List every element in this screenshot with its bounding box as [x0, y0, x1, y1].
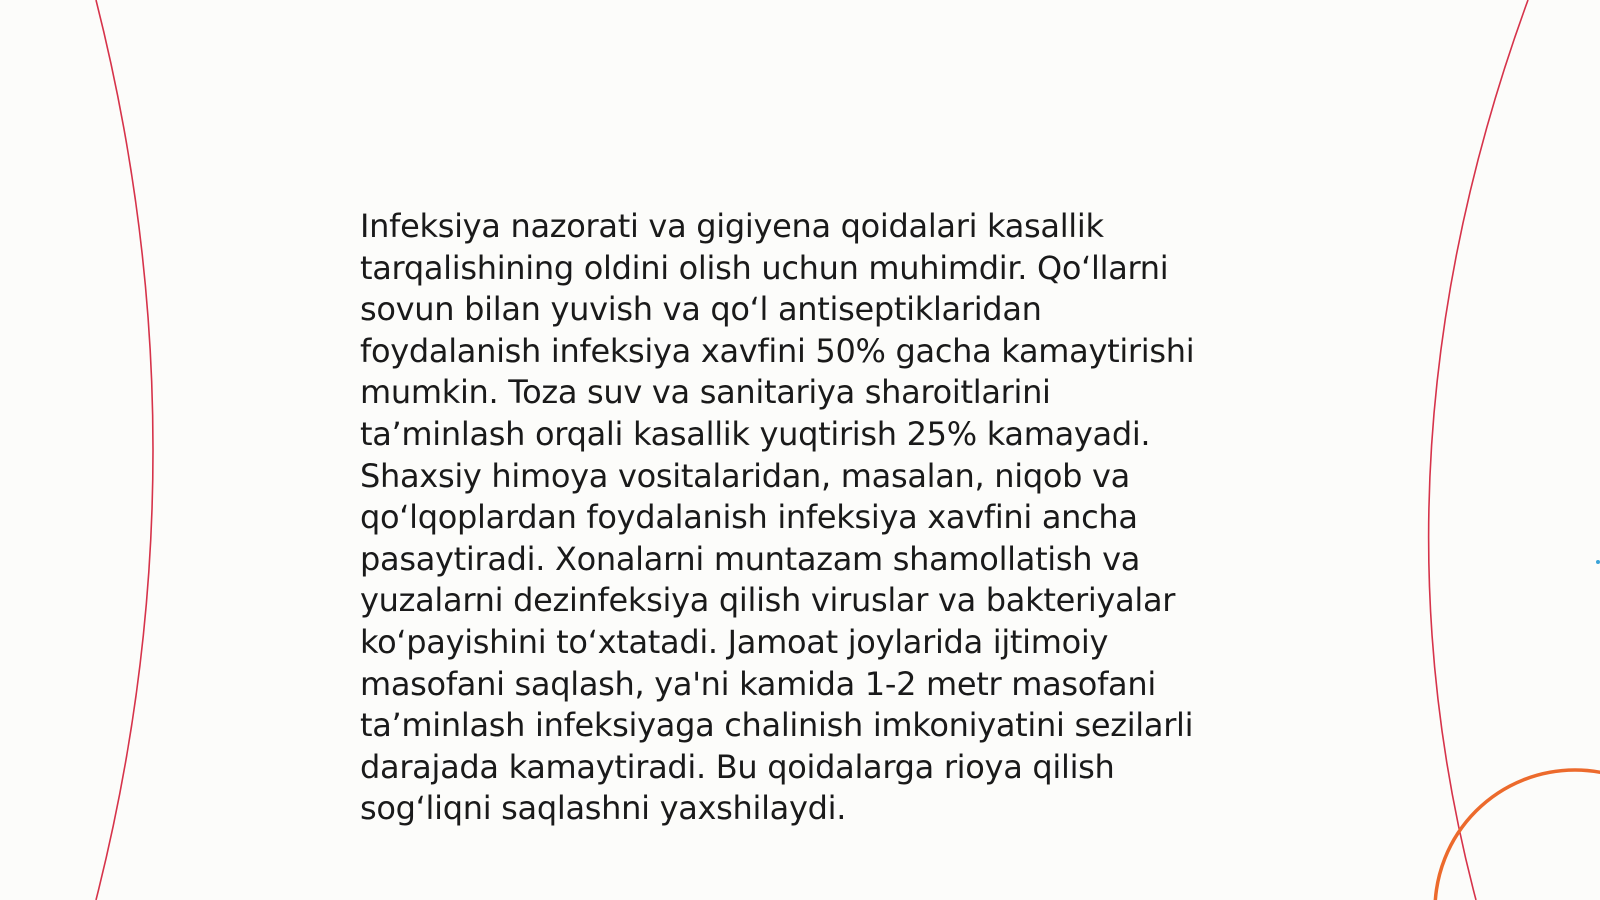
slide-body-text: Infeksiya nazorati va gigiyena qoidalari kasallik tarqalishining oldini olish uchun muhimdir. Qo‘llarni sovun bilan yuvish va qo‘l antiseptiklaridan foydalanish infeksiya xavfini 50% gacha kamaytirishi mumkin. Toza suv va sanitariya sharoitlarini ta’minlash orqali kasallik yuqtirish 25% kamayadi. Shaxsiy himoya vositalaridan, masalan, niqob va qo‘lqoplardan foydalanish infeksiya xavfini ancha pasaytiradi. Xonalarni muntazam shamollatish va yuzalarni dezinfeksiya qilish viruslar va bakteriyalar ko‘payishini to‘xtatadi. Jamoat joylarida ijtimoiy masofani saqlash, ya'ni kamida 1-2 metr masofani ta’minlash infeksiyaga chalinish imkoniyatini sezilarli darajada kamaytiradi. Bu qoidalarga rioya qilish sog‘liqni saqlashni yaxshilaydi.: [360, 207, 1195, 828]
left-arc-decoration: [96, 0, 153, 900]
blue-dot-decoration: [1596, 560, 1600, 564]
right-arc-decoration: [1429, 0, 1528, 900]
orange-circle-decoration: [1435, 770, 1600, 900]
